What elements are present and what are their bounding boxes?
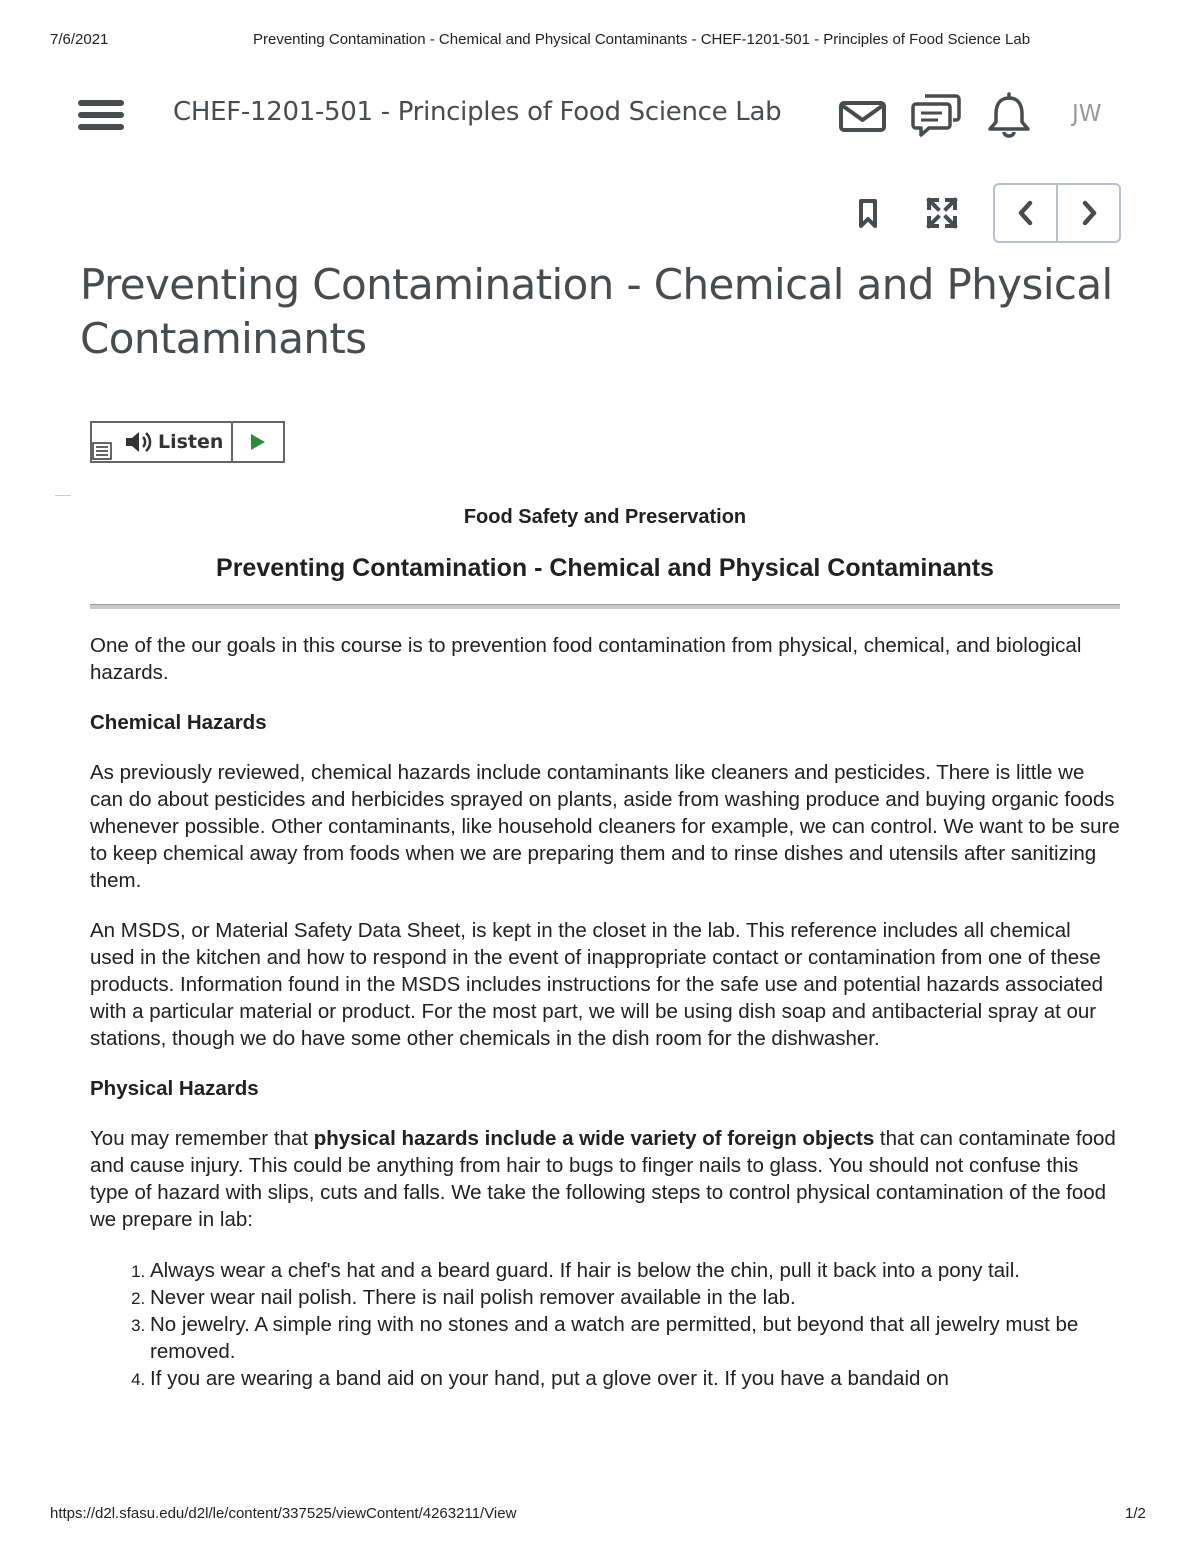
intro-paragraph: One of the our goals in this course is to prevention food contamination from physical, chemical, and biological hazards. <box>90 634 1082 684</box>
print-page-title: Preventing Contamination - Chemical and Physical Contaminants - CHEF-1201-501 - Principles of Food Science Lab <box>253 31 1031 48</box>
chemical-paragraph-1: As previously reviewed, chemical hazards include contaminants like cleaners and pesticides. There is little we can do about pesticides and herbicides sprayed on plants, aside from washing produce and buying organic foods whenever possible. Other contaminants, like household cleaners for example, we can control. We want to be sure to keep chemical away from foods when we are preparing them and to rinse dishes and utensils after sanitizing them. <box>90 761 1120 892</box>
page-title: Preventing Contamination - Chemical and Physical Contaminants <box>80 260 1113 363</box>
print-date: 7/6/2021 <box>50 31 109 48</box>
fullscreen-icon[interactable] <box>924 195 960 231</box>
print-url: https://d2l.sfasu.edu/d2l/le/content/337525/viewContent/4263211/View <box>50 1505 517 1522</box>
topic-pager <box>993 183 1121 243</box>
listen-label: Listen <box>158 431 224 453</box>
print-page-number: 1/2 <box>1125 1505 1146 1522</box>
listen-button[interactable] <box>92 423 231 461</box>
list-item: 3. No jewelry. A simple ring with no stones and a watch are permitted, but beyond that all jewelry must be removed. <box>150 1311 1120 1365</box>
divider <box>55 495 71 496</box>
play-icon <box>249 432 267 452</box>
mail-icon[interactable] <box>838 92 888 138</box>
content-body <box>90 503 1120 1392</box>
bell-icon[interactable] <box>985 92 1035 138</box>
physical-paragraph-lead: You may remember that <box>90 1127 314 1150</box>
list-item: 4. If you are wearing a band aid on your hand, put a glove over it. If you have a bandaid on <box>150 1365 1120 1392</box>
content-heading: Preventing Contamination - Chemical and Physical Contaminants <box>216 554 994 582</box>
user-avatar[interactable]: JW <box>1072 101 1102 127</box>
menu-icon[interactable] <box>78 100 124 132</box>
speaker-icon <box>124 430 154 454</box>
horizontal-rule <box>90 604 1120 609</box>
play-button[interactable] <box>231 423 283 461</box>
listen-widget <box>90 421 285 463</box>
chat-icon[interactable] <box>911 92 961 138</box>
next-topic-button[interactable] <box>1056 185 1119 241</box>
content-subheading: Food Safety and Preservation <box>463 506 747 528</box>
chemical-paragraph-2: An MSDS, or Material Safety Data Sheet, is kept in the closet in the lab. This reference includes all chemical used in the kitchen and how to respond in the event of inappropriate contact or contamination from one of these products. Information found in the MSDS includes instructions for the safe use and potential hazards associated with a particular material or product. For the most part, we will be using dish soap and antibacterial spray at our stations, though we do have some other chemicals in the dish room for the dishwasher. <box>90 919 1104 1050</box>
physical-paragraph-rest: that can contaminate food and cause injury. This could be anything from hair to bugs to finger nails to glass. You should not confuse this type of hazard with slips, cuts and falls. We take the following steps to control physical contamination of the food we prepare in lab: <box>90 1127 1116 1231</box>
physical-hazards-heading: Physical Hazards <box>90 1077 259 1100</box>
course-title[interactable]: CHEF-1201-501 - Principles of Food Science Lab <box>173 97 782 127</box>
physical-paragraph-emphasis: physical hazards include a wide variety of foreign objects <box>313 1127 875 1150</box>
list-item: 1. Always wear a chef's hat and a beard guard. If hair is below the chin, pull it back into a pony tail. <box>150 1257 1120 1284</box>
chevron-right-icon <box>1077 198 1101 228</box>
chevron-left-icon <box>1014 198 1038 228</box>
previous-topic-button[interactable] <box>995 185 1056 241</box>
chemical-hazards-heading: Chemical Hazards <box>90 711 267 734</box>
physical-paragraph <box>90 1125 1120 1233</box>
bookmark-icon[interactable] <box>850 195 886 231</box>
text-options-icon[interactable] <box>92 439 114 461</box>
list-item: 2. Never wear nail polish. There is nail polish remover available in the lab. <box>150 1284 1120 1311</box>
physical-steps-list <box>90 1257 1120 1392</box>
